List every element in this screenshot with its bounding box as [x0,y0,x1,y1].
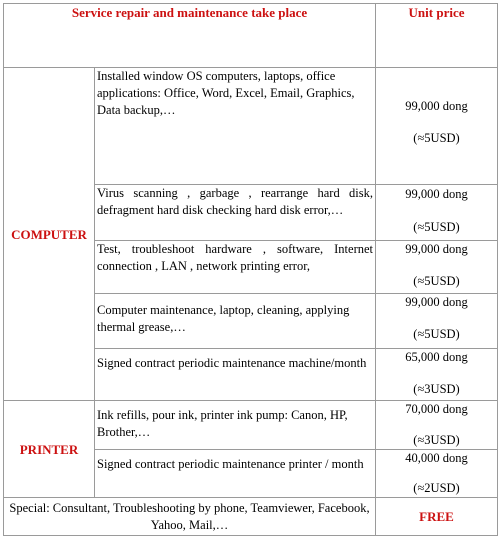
service-column-header: Service repair and maintenance take place [4,4,376,68]
service-description: Signed contract periodic maintenance machine/month [95,349,376,401]
price-vnd: 99,000 dong [405,295,468,309]
service-description: Computer maintenance, laptop, cleaning, applying thermal grease,… [95,294,376,349]
price-cell [376,401,498,450]
free-price: FREE [376,498,498,536]
service-description: Installed window OS computers, laptops, office applications: Office, Word, Excel, Email, Graphics, Data backup,… [95,68,376,185]
price-cell [376,68,498,185]
price-vnd: 99,000 dong [405,242,468,256]
service-price-table [3,3,498,536]
price-column-header: Unit price [376,4,498,68]
price-vnd: 65,000 dong [405,350,468,364]
price-cell [376,241,498,294]
price-usd: (≈5USD) [413,131,460,145]
price-cell [376,450,498,498]
table-row [4,68,498,185]
price-cell [376,185,498,241]
price-usd: (≈5USD) [413,274,460,288]
category-computer: COMPUTER [4,68,95,401]
service-description: Test, troubleshoot hardware , software, Internet connection , LAN , network printing error, [95,241,376,294]
price-vnd: 70,000 dong [405,402,468,416]
price-cell [376,294,498,349]
category-printer: PRINTER [4,401,95,498]
service-description: Signed contract periodic maintenance printer / month [95,450,376,498]
special-services-text: Special: Consultant, Troubleshooting by phone, Teamviewer, Facebook, Yahoo, Mail,… [4,498,376,536]
service-description: Virus scanning , garbage , rearrange hard disk, defragment hard disk checking hard disk error,… [95,185,376,241]
table-header-row [4,4,498,68]
price-usd: (≈5USD) [413,327,460,341]
table-row [4,401,498,450]
price-usd: (≈2USD) [413,481,460,495]
price-usd: (≈3USD) [413,433,460,447]
price-vnd: 99,000 dong [405,187,468,201]
price-usd: (≈3USD) [413,382,460,396]
price-cell [376,349,498,401]
service-description: Ink refills, pour ink, printer ink pump: Canon, HP, Brother,… [95,401,376,450]
price-vnd: 40,000 dong [405,451,468,465]
price-vnd: 99,000 dong [405,99,468,113]
price-usd: (≈5USD) [413,220,460,234]
